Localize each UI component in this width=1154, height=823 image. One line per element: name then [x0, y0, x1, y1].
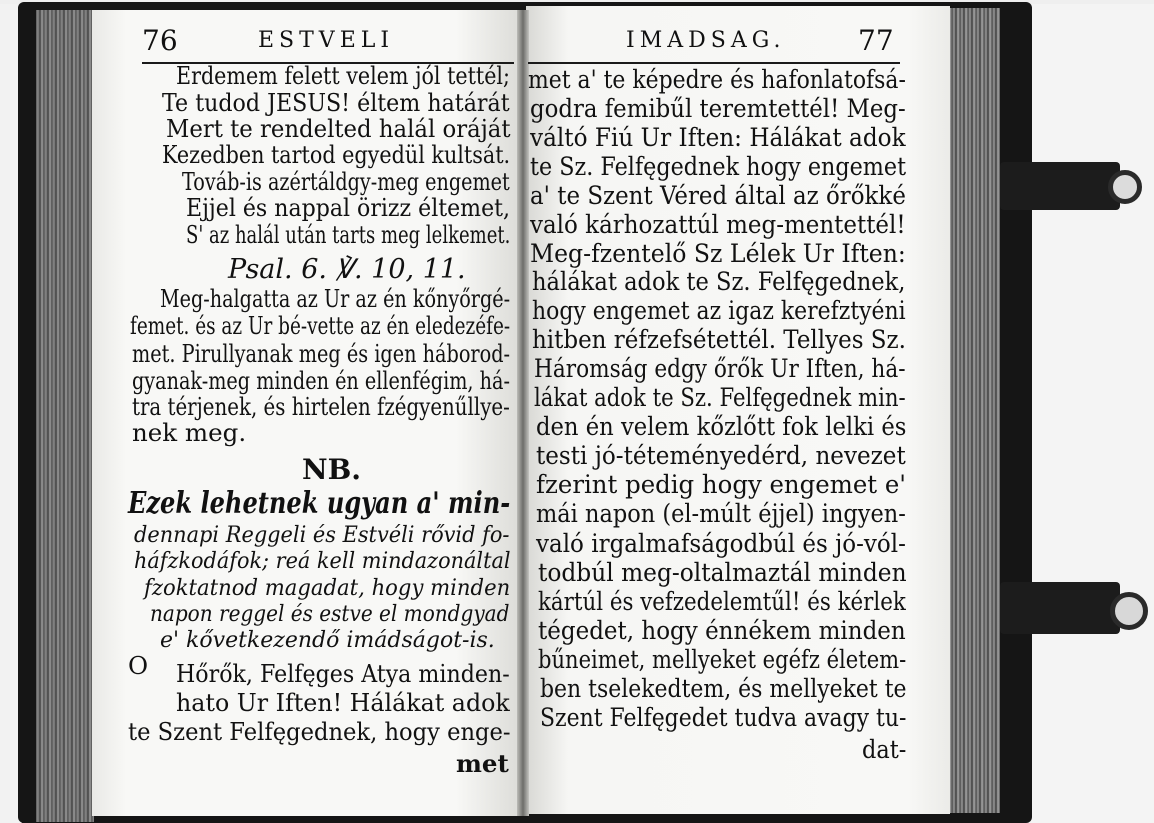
- body-line: hálákat adok te Sz. Felfęgednek,: [532, 267, 906, 296]
- psalm-line: Meg-halgatta az Ur az én kőnyőrgé-: [160, 284, 511, 313]
- book-gutter: [517, 10, 529, 816]
- body-line: fzerint pedig hogy engemet e': [536, 470, 906, 499]
- body-line: a' te Szent Véred által az őrőkké: [530, 181, 906, 210]
- body-line: tégedet, hogy énnékem minden: [538, 616, 906, 645]
- body-line: való irgalmafságodbúl és jó-vól-: [536, 529, 906, 558]
- note-line: fzoktatnod magadat, hogy minden: [144, 576, 511, 601]
- clasp-top: [1000, 162, 1120, 210]
- right-running-head: IMADSAG.: [626, 28, 786, 53]
- body-line: bűneimet, mellyeket egéfz életem-: [538, 645, 907, 674]
- body-line: met a' te képedre és hafonlatofsá-: [528, 65, 906, 94]
- body-line: den én velem kőzlőtt fok lelki és: [536, 412, 907, 441]
- page-edges-right: [944, 8, 1000, 813]
- hymn-line: Továb-is azértáldgy-meg engemet: [182, 167, 510, 196]
- right-page-number: 77: [858, 24, 894, 57]
- body-line: hogy engemet az igaz kerefztyéni: [532, 296, 906, 325]
- clasp-bottom: [1000, 582, 1120, 634]
- body-line: váltó Fiú Ur Iften: Hálákat adok: [530, 123, 906, 152]
- psalm-reference: Psal. 6. ℣. 10, 11.: [228, 254, 466, 285]
- body-line: Háromság edgy őrők Ur Iften, há-: [534, 354, 906, 383]
- psalm-line: gyanak-meg minden én ellenfégim, há-: [132, 366, 510, 395]
- hymn-line: Te tudod JESUS! éltem határát: [162, 88, 510, 117]
- prayer-line: te Szent Felfęgednek, hogy enge-: [128, 717, 511, 746]
- prayer-line: hato Ur Iften! Hálákat adok: [176, 688, 510, 717]
- hymn-line: S' az halál után tarts meg lelkemet.: [186, 220, 511, 249]
- hymn-line: Ejjel és nappal örizz éltemet,: [186, 193, 510, 222]
- clasp-bottom-ring: [1110, 592, 1148, 630]
- left-catchword: met: [456, 749, 509, 778]
- left-running-head: ESTVELI: [258, 28, 395, 53]
- note-line: napon reggel és estve el mondgyad: [150, 602, 510, 627]
- hymn-line: Kezedben tartod egyedül kultsát.: [162, 140, 511, 169]
- body-line: te Sz. Felfęgednek hogy engemet: [530, 152, 907, 181]
- right-catchword: dat-: [862, 735, 907, 764]
- psalm-line: nek meg.: [132, 418, 247, 447]
- left-page-number: 76: [142, 24, 178, 57]
- psalm-line: femet. és az Ur bé-vette az én eledezéfe-: [130, 311, 511, 340]
- body-line: Meg-fzentelő Sz Lélek Ur Iften:: [530, 239, 906, 268]
- page-edges-left: [36, 10, 94, 822]
- body-line: Szent Felfęgedet tudva avagy tu-: [540, 703, 907, 732]
- body-line: ben tselekedtem, és mellyeket te: [540, 674, 907, 703]
- psalm-line: met. Pirullyanak meg és igen háborod-: [132, 339, 511, 368]
- hymn-line: Erdemem felett velem jól tettél;: [176, 61, 510, 90]
- note-line: e' kővetkezendő imádságot-is.: [160, 628, 495, 653]
- note-line: háfzkodáfok; reá kell mindazonáltal: [134, 549, 511, 574]
- body-line: való kárhozattúl meg-mentettél!: [530, 210, 906, 239]
- body-line: godra femibűl teremtettél! Meg-: [530, 94, 906, 123]
- right-header-rule: [528, 62, 900, 64]
- body-line: testi jó-téteményedérd, nevezet: [536, 441, 906, 470]
- prayer-line: Hőrők, Felfęges Atya minden-: [176, 659, 510, 688]
- psalm-line: tra térjenek, és hirtelen fzégyenűllye-: [132, 392, 510, 421]
- drop-cap: O: [128, 651, 149, 680]
- nota-bene: NB.: [302, 453, 362, 486]
- note-line: Ezek lehetnek ugyan a' min-: [128, 486, 511, 521]
- clasp-top-ring: [1108, 170, 1142, 204]
- body-line: lákat adok te Sz. Felfęgednek min-: [534, 383, 906, 412]
- body-line: todbúl meg-oltalmaztál minden: [538, 558, 907, 587]
- hymn-line: Mert te rendelted halál oráját: [166, 114, 511, 143]
- body-line: kártúl és vefzedelemtűl! és kérlek: [538, 587, 906, 616]
- body-line: mái napon (el-múlt éjjel) ingyen-: [536, 499, 906, 528]
- body-line: hitben réfzefsétettél. Tellyes Sz.: [532, 325, 906, 354]
- note-line: dennapi Reggeli és Estvéli rővid fo-: [134, 523, 510, 548]
